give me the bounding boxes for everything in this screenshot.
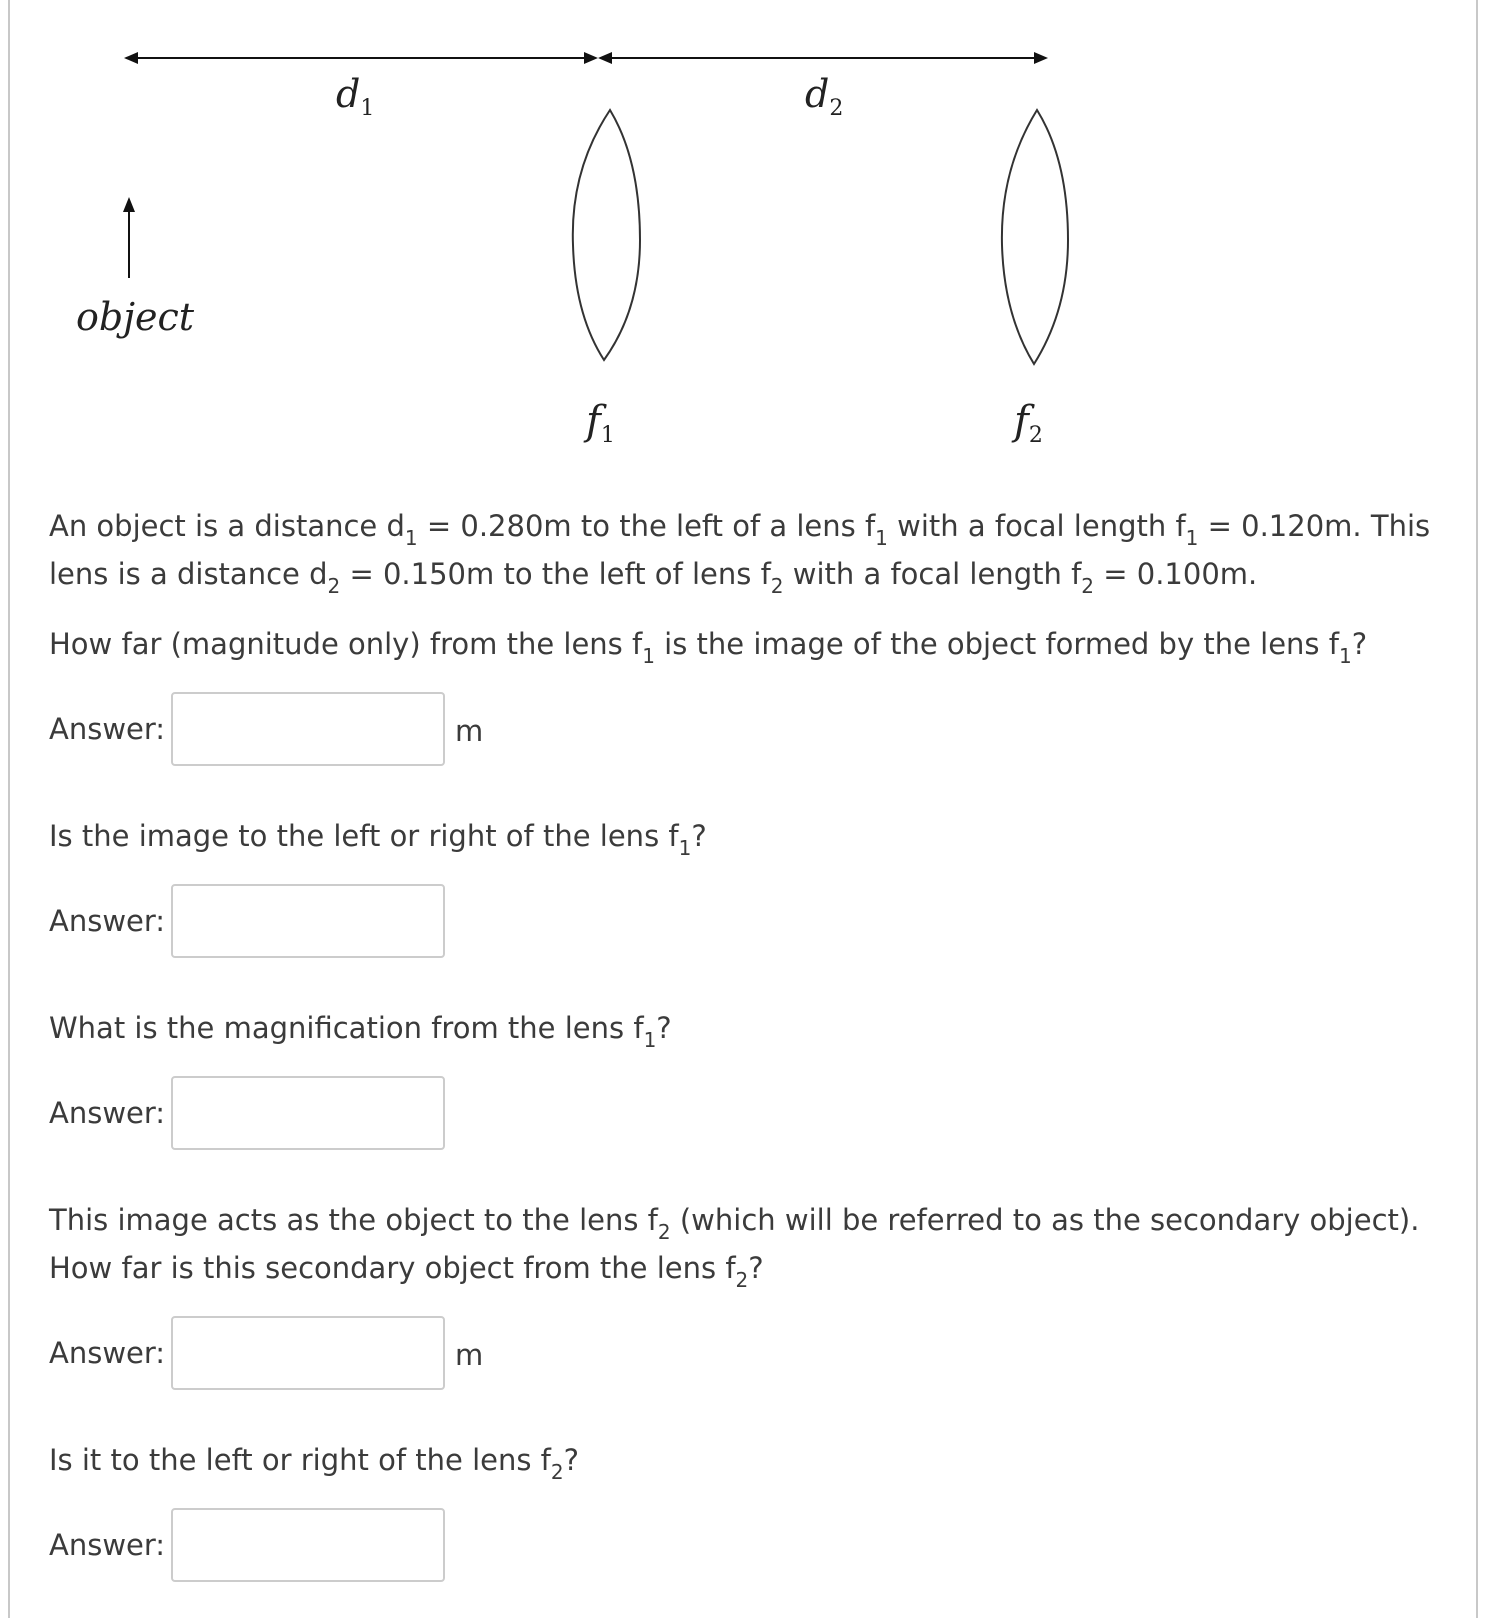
f1-label: $f_1$ [586, 398, 615, 448]
answer-input-1[interactable] [171, 692, 445, 766]
lens-f2 [1002, 110, 1068, 364]
answer-input-3[interactable] [171, 1076, 445, 1150]
question-3: What is the magnification from the lens $f_1$? [49, 1011, 672, 1052]
answer-label: Answer: [49, 1336, 166, 1370]
d1-label: $d_1$ [336, 72, 375, 121]
d2-label: $d_2$ [805, 72, 844, 121]
lens-diagram-graphic [0, 0, 1487, 470]
answer-input-5[interactable] [171, 1508, 445, 1582]
question-2: Is the image to the left or right of the lens $f_1$? [49, 819, 707, 860]
answer-input-4[interactable] [171, 1316, 445, 1390]
answer-label: Answer: [49, 1096, 166, 1130]
d2-dimension-arrow [598, 52, 1048, 64]
problem-intro: An object is a distance $d_1 = 0.280m$ to the left of a lens $f_1$ with a focal length $f_1 = 0.120m$. This lens is a distance $d_2 = 0.150m$ to the left of lens $f_2$ with a focal length $f_2 = 0.100m$. [49, 509, 1431, 598]
question-5: Is it to the left or right of the lens $f_2$? [49, 1443, 580, 1484]
answer-input-2[interactable] [171, 884, 445, 958]
lens-diagram [0, 0, 1487, 470]
f2-label: $f_2$ [1014, 398, 1043, 448]
object-arrow [123, 197, 135, 278]
question-4: This image acts as the object to the lens $f_2$ (which will be referred to as the secondary object). How far is this secondary object from the lens $f_2$? [49, 1203, 1420, 1292]
question-1: How far (magnitude only) from the lens $f_1$ is the image of the object formed by the lens $f_1$? [49, 627, 1368, 668]
answer-label: Answer: [49, 712, 166, 746]
unit-label: m [455, 714, 484, 748]
d1-dimension-arrow [124, 52, 598, 64]
answer-label: Answer: [49, 904, 166, 938]
unit-label: m [455, 1338, 484, 1372]
lens-f1 [573, 110, 640, 360]
object-label: object [76, 295, 195, 339]
answer-label: Answer: [49, 1528, 166, 1562]
